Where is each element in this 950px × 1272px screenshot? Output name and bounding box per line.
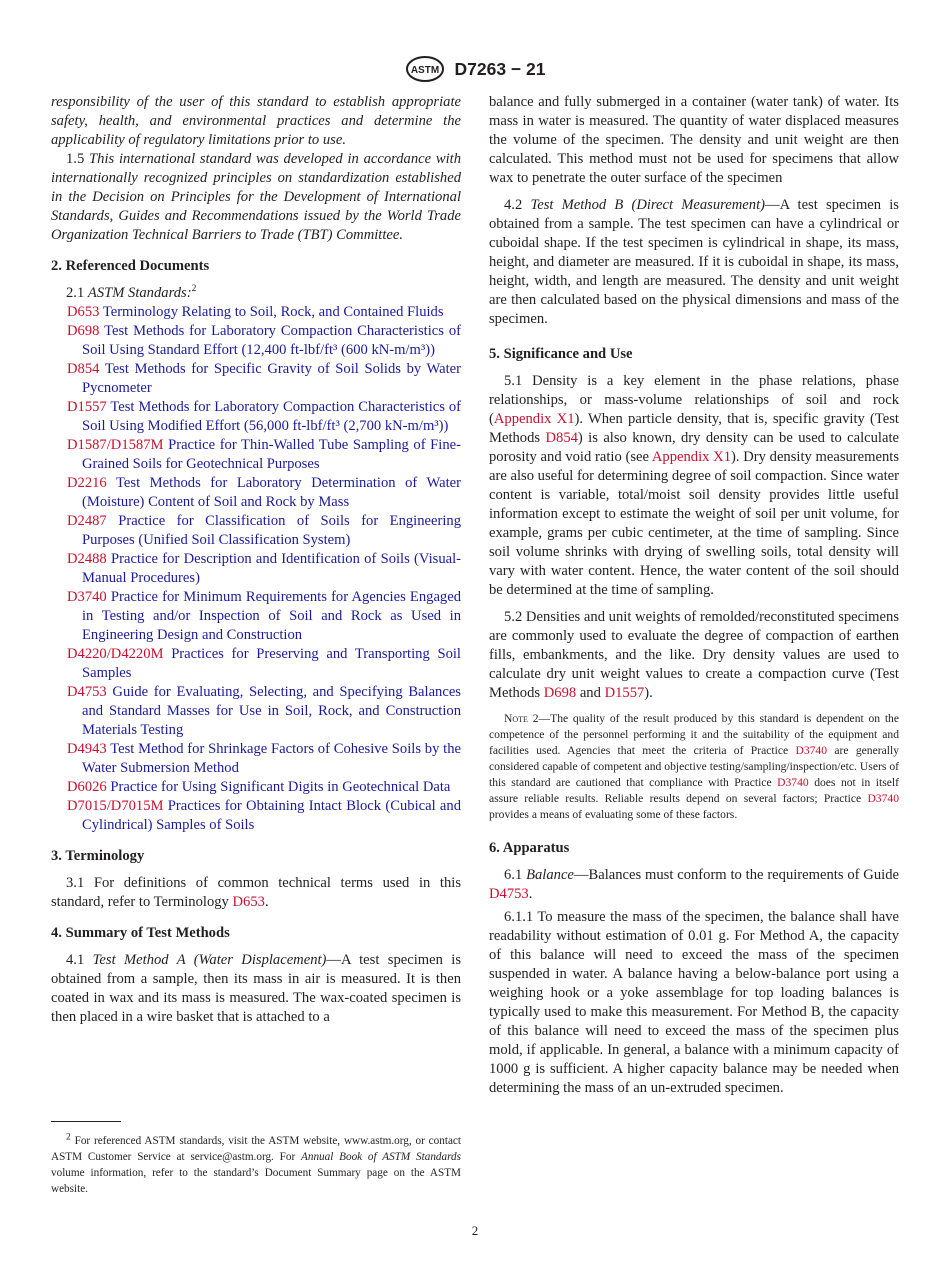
ref-link[interactable]: D3740 [867,792,899,805]
ref-item[interactable]: D6026 Practice for Using Significant Digits in Geotechnical Data [67,779,451,795]
ref-item[interactable]: D854 Test Methods for Specific Gravity of Soil Solids by Water Pycnometer [67,361,462,396]
ref-link[interactable]: D3740 [795,744,828,757]
ref-item[interactable]: D7015/D7015M Practices for Obtaining Intact Block (Cubical and Cylindrical) Samples of Soils [67,798,461,833]
section-4-title: 4. Summary of Test Methods [51,925,230,941]
ref-item[interactable]: D698 Test Methods for Laboratory Compaction Characteristics of Soil Using Standard Effort (12,400 ft-lbf/ft³ (600 kN-m/m³)) [67,323,461,358]
para-3-1: 3.1 For definitions of common technical terms used in this standard, refer to Terminology D653. [51,875,461,910]
para-2-1: 2.1 ASTM Standards:$^2$ [66,284,197,301]
intro-tail: responsibility of the user of this standard to establish appropriate safety, health, and environmental practices and determine the applicability of regulatory limitations prior to use. [51,94,461,148]
ref-item[interactable]: D3740 Practice for Minimum Requirements for Agencies Engaged in Testing and/or Inspection of Soil and Rock as Used in Engineering Design and Construction [67,589,461,643]
ref-item[interactable]: D4943 Test Method for Shrinkage Factors of Cohesive Soils by the Water Submersion Method [67,741,461,776]
left-column [51,93,461,1027]
ref-link[interactable]: D653 [232,894,265,910]
appendix-link[interactable]: Appendix X1 [493,411,575,427]
para-1-5: 1.5 This international standard was developed in accordance with internationally recognized principles on standardization established in the Decision on Principles for the Development of International Standards, Guides and Recommendations issued by the World Trade Organization Technical Barriers to Trade (TBT) Committee. [51,151,462,243]
reference-list [51,303,461,835]
para-4-1-continued: balance and fully submerged in a container (water tank) of water. Its mass in water is measured. The quantity of water displaced measures the volume of the specimen. The density and unit weight are then calculated. This method must not be used for specimens that allow wax to penetrate the outer surface of the specimen [489,94,899,186]
para-6-1-1: 6.1.1 To measure the mass of the specimen, the balance shall have readability without estimation of 0.01 g. For Method A, the capacity of this balance will need to exceed the mass of the specimen suspended in water. A balance having a below-balance port using a weighing hook or a yoke assemblage for top loading balances is typically used to make this measurement. For Method B, the capacity of this balance will need to exceed the mass of the specimen plus mold, if applicable. In general, a balance with a minimum capacity of 1000 g is sufficient. A higher capacity balance may be needed when determining the mass of an un-extruded specimen. [489,909,899,1096]
ref-item[interactable]: D4753 Guide for Evaluating, Selecting, and Specifying Balances and Standard Masses for Use in Soil, Rock, and Construction Materials Testing [67,684,461,738]
appendix-link[interactable]: Appendix X1 [651,449,732,465]
ref-link[interactable]: D854 [545,430,578,446]
right-column [489,93,899,1098]
page-number: 2 [471,1223,479,1238]
para-4-2: 4.2 Test Method B (Direct Measurement)—A test specimen is obtained from a sample. The test specimen can have a cylindrical or cuboidal shape. If the test specimen is cylindrical in shape, its mass, height, and diameter are measured. If it is cuboidal in shape, its mass, height, width, and length are measured. The density and unit weight are then calculated based on the physical dimensions and mass of the specimen. [489,197,899,327]
section-3-title: 3. Terminology [51,848,145,864]
para-4-1: 4.1 Test Method A (Water Displacement)—A test specimen is obtained from a sample, then its mass in air is measured. It is then coated in wax and its mass is measured. The wax-coated specimen is then placed in a wire basket that is attached to a [51,952,462,1025]
ref-item[interactable]: D653 Terminology Relating to Soil, Rock, and Contained Fluids [67,304,444,320]
ref-item[interactable]: D2216 Test Methods for Laboratory Determination of Water (Moisture) Content of Soil and Rock by Mass [67,475,461,510]
page-header [0,55,950,83]
ref-link[interactable]: D1557 [604,685,645,701]
footnote-divider [51,1121,121,1122]
section-2-title: 2. Referenced Documents [51,258,210,274]
designation: D7263 − 21 [454,58,546,79]
ref-item[interactable]: D1587/D1587M Practice for Thin-Walled Tube Sampling of Fine-Grained Soils for Geotechnical Purposes [67,437,461,472]
svg-text:ASTM: ASTM [410,65,439,76]
ref-item[interactable]: D4220/D4220M Practices for Preserving and Transporting Soil Samples [67,646,461,681]
ref-link[interactable]: D4753 [489,886,529,902]
section-5-title: 5. Significance and Use [489,346,633,362]
ref-item[interactable]: D2487 Practice for Classification of Soils for Engineering Purposes (Unified Soil Classification System) [67,513,461,548]
ref-item[interactable]: D1557 Test Methods for Laboratory Compaction Characteristics of Soil Using Modified Effort (56,000 ft-lbf/ft³ (2,700 kN-m/m³)) [67,399,461,434]
astm-logo-icon [405,55,445,83]
section-6-title: 6. Apparatus [489,840,570,856]
para-5-1: 5.1 Density is a key element in the phase relations, phase relationships, or mass-volume relationships of soil and rock (Appendix X1). When particle density, that is, specific gravity (Test Methods D854) is also known, dry density can be used to calculate porosity and void ratio (see Appendix X1). Dry density measurements are also useful for determining degree of soil compaction. Since water content is variable, total/moist soil density provides little useful information except to estimate the weight of soil per unit volume, for example, grams per cubic centimeter, at the time of sampling. Since soil volume shrinks with drying of swelling soils, total density will vary with water content. Hence, the water content of the soil should be determined at the time of sampling. [489,373,900,598]
footnote: $^2$ For referenced ASTM standards, visit the ASTM website, www.astm.org, or contact ASTM Customer Service at service@astm.org. For Annual Book of ASTM Standards volume information, refer to the standard’s Document Summary page on the ASTM website. [51,1132,461,1195]
ref-item[interactable]: D2488 Practice for Description and Identification of Soils (Visual-Manual Procedures) [67,551,462,586]
ref-link[interactable]: D3740 [777,776,809,789]
ref-link[interactable]: D698 [543,685,577,701]
para-6-1: 6.1 Balance—Balances must conform to the requirements of Guide D4753. [489,867,899,902]
para-5-2: 5.2 Densities and unit weights of remolded/reconstituted specimens are commonly used to evaluate the degree of compaction of earthen fills, embankments, and the like. Dry density values are used to calculate dry unit weight values to create a compaction curve (Test Methods D698 and D1557). [489,609,899,701]
note-2: Note 2—The quality of the result produced by this standard is dependent on the competence of the personnel performing it and the suitability of the equipment and facilities used. Agencies that meet the criteria of Practice D3740 are generally considered capable of competent and objective testing/sampling/inspection/etc. Users of this standard are cautioned that compliance with Practice D3740 does not in itself assure reliable results. Reliable results depend on several factors; Practice D3740 provides a means of evaluating some of these factors. [489,712,899,821]
